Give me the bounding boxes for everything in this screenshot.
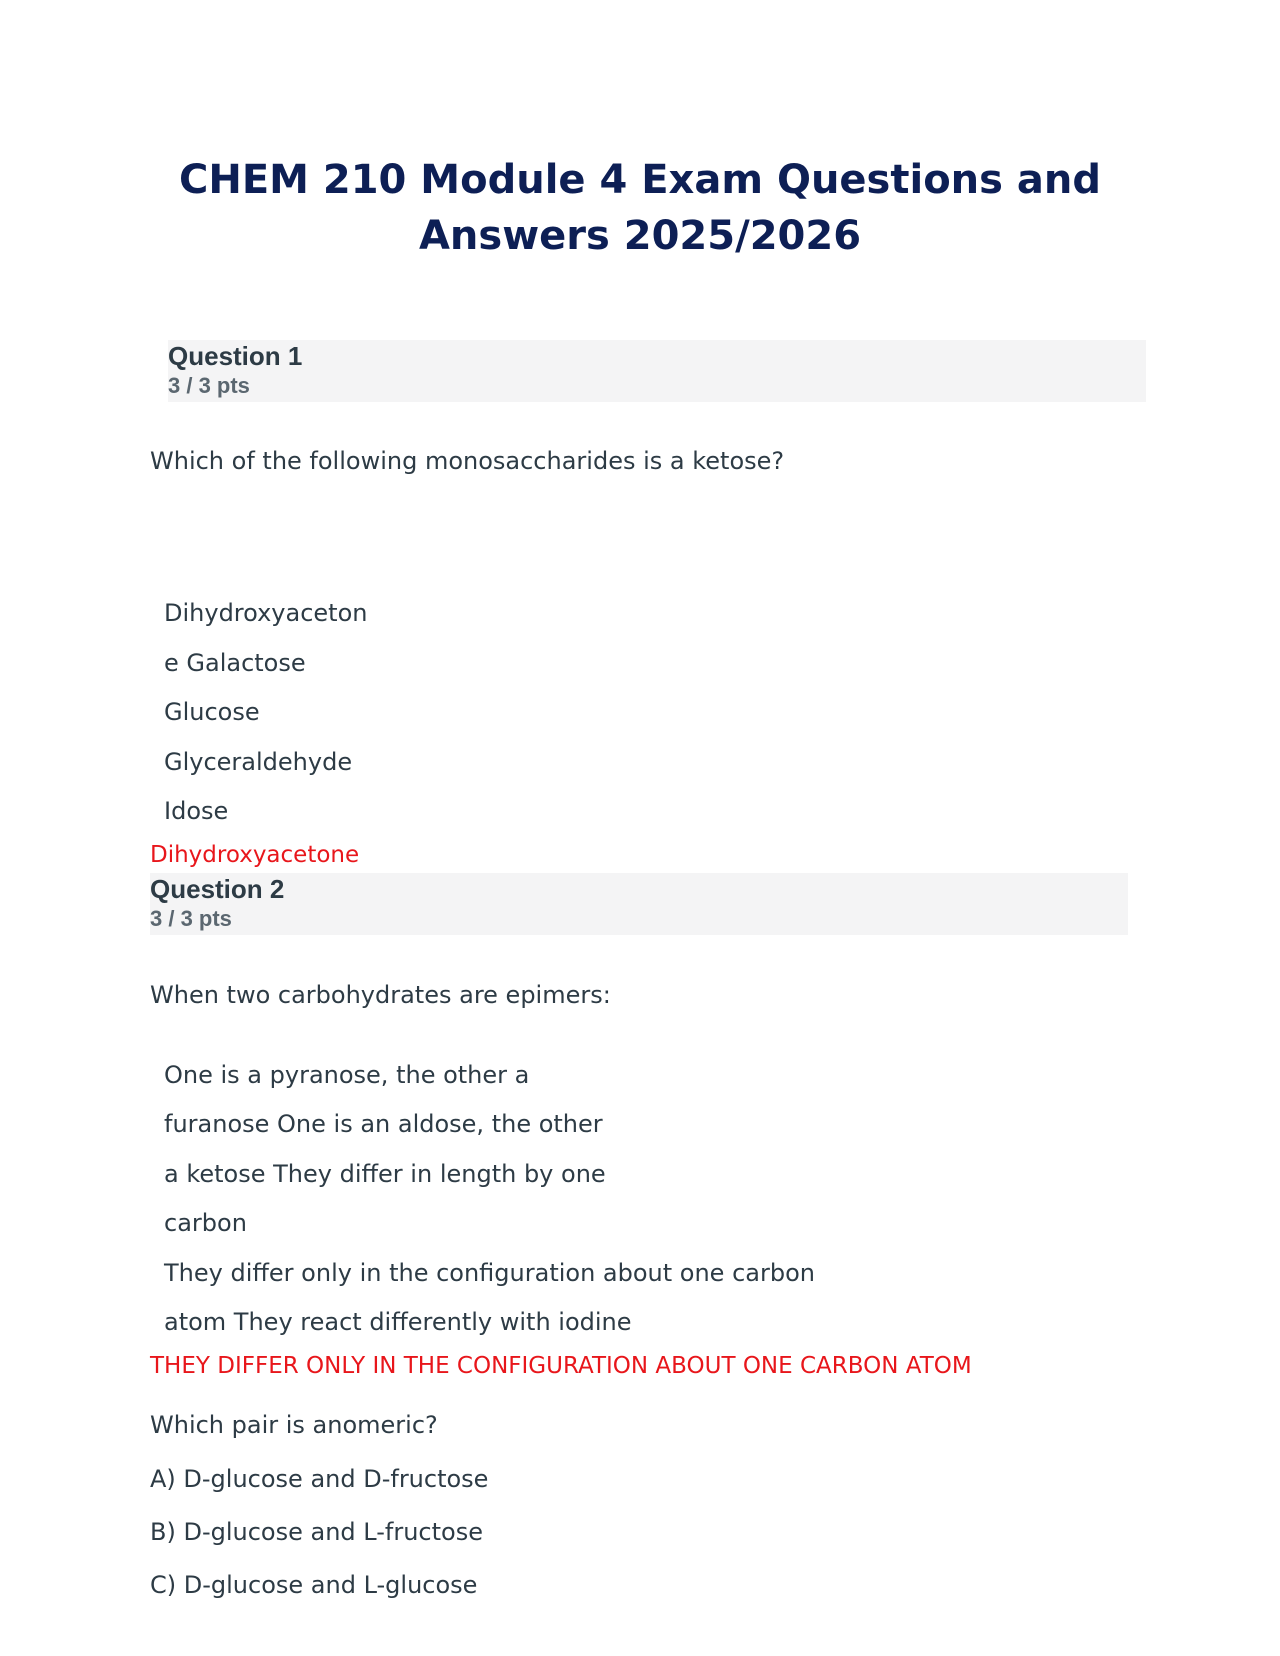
question-3-option: A) D-glucose and D-fructose [150, 1465, 489, 1493]
question-1-header [168, 340, 1146, 402]
question-3-option: B) D-glucose and L-fructose [150, 1518, 483, 1546]
question-1-prompt: Which of the following monosaccharides is a ketose? [150, 447, 785, 475]
question-2-name: Question 2 [150, 874, 285, 904]
question-1-option-line: e Galactose [164, 649, 306, 677]
question-2-option-line: a ketose They differ in length by one [164, 1160, 606, 1188]
question-1-option-line: Idose [164, 797, 229, 825]
question-3-prompt: Which pair is anomeric? [150, 1411, 438, 1439]
question-1-option-line: Dihydroxyaceton [164, 599, 368, 627]
title-line-2: Answers 2025/2026 [418, 213, 862, 259]
question-1-option-line: Glyceraldehyde [164, 748, 353, 776]
question-2-option-line: carbon [164, 1209, 247, 1237]
question-2-option-line: furanose One is an aldose, the other [164, 1110, 603, 1138]
question-2-points: 3 / 3 pts [150, 906, 232, 931]
title-line-1: CHEM 210 Module 4 Exam Questions and [179, 157, 1101, 203]
question-1-answer: Dihydroxyacetone [150, 842, 360, 868]
question-2-option-line: One is a pyranose, the other a [164, 1061, 530, 1089]
question-2-option-line: They differ only in the configuration about one carbon [164, 1259, 815, 1287]
question-1-option-line: Glucose [164, 698, 260, 726]
question-2-answer: THEY DIFFER ONLY IN THE CONFIGURATION ABOUT ONE CARBON ATOM [150, 1353, 972, 1379]
question-1-name: Question 1 [168, 341, 303, 371]
document-title [140, 152, 1140, 264]
question-2-option-line: atom They react differently with iodine [164, 1308, 632, 1336]
question-2-header [150, 873, 1128, 935]
question-3-option: C) D-glucose and L-glucose [150, 1571, 478, 1599]
question-1-points: 3 / 3 pts [168, 373, 250, 398]
question-2-prompt: When two carbohydrates are epimers: [150, 981, 611, 1009]
